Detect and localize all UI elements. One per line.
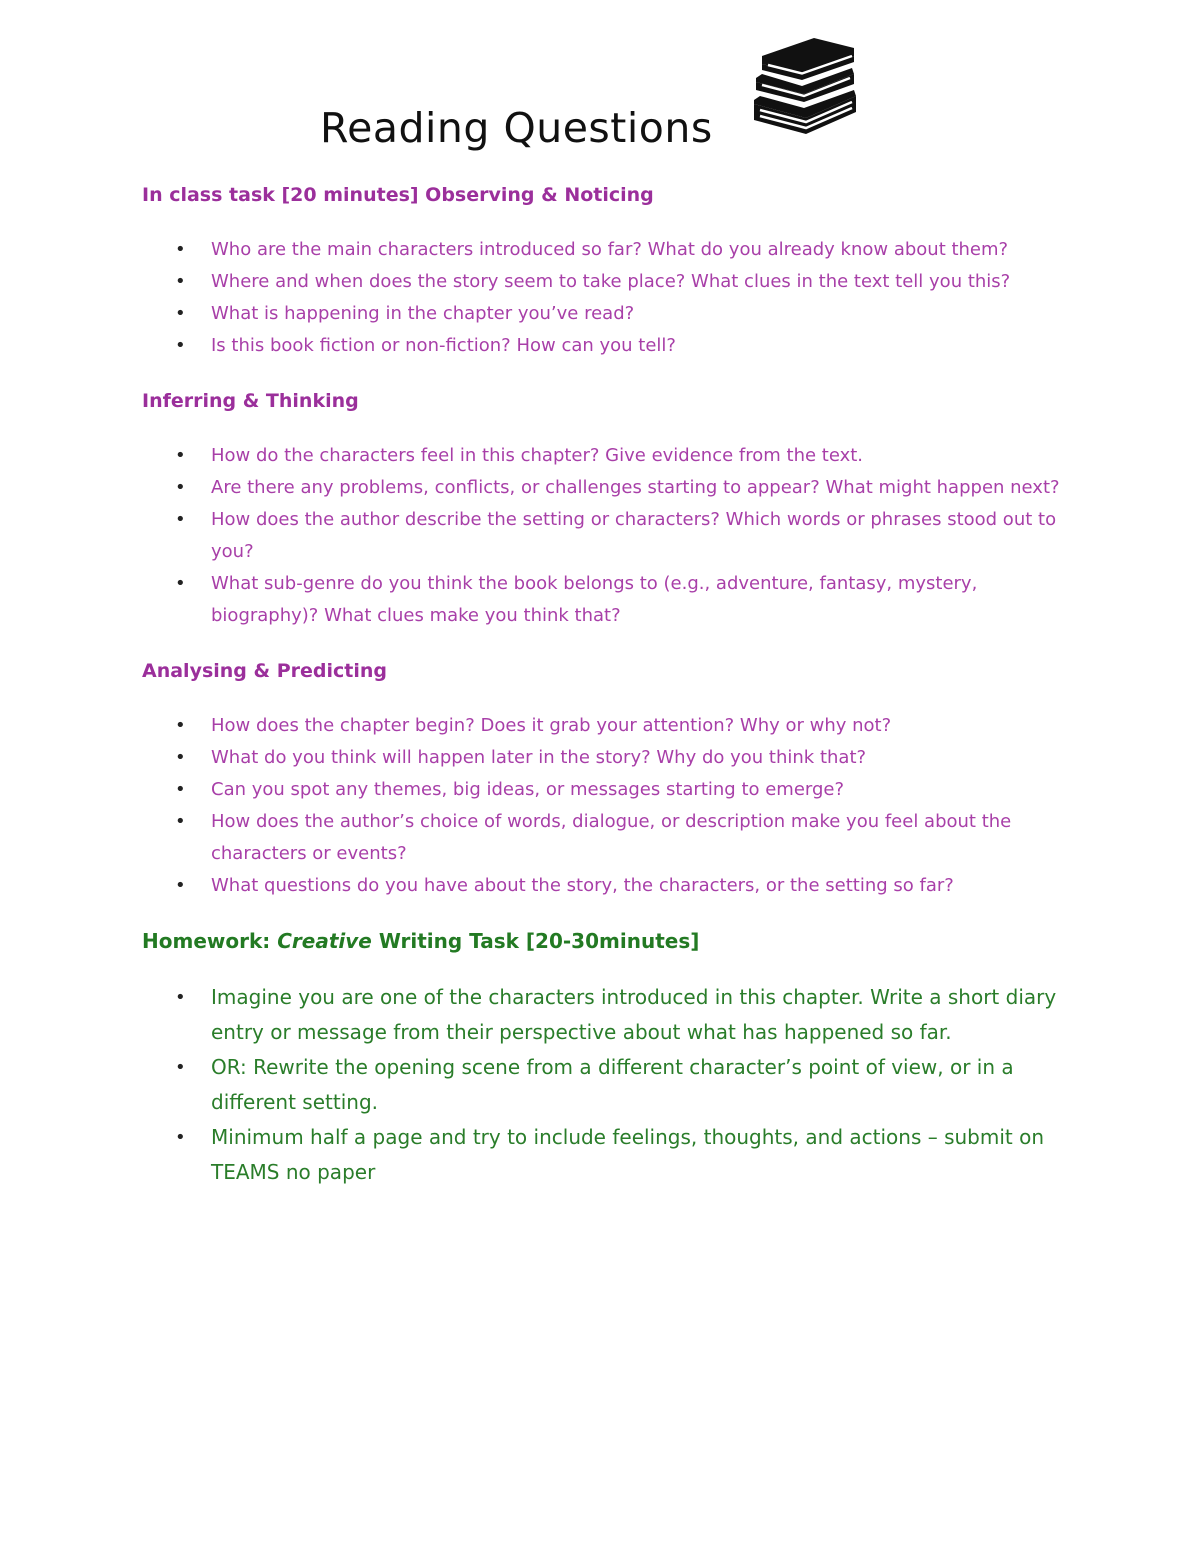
- bullet-icon: •: [175, 573, 186, 594]
- list-item-text: What questions do you have about the story, the characters, or the setting so far?: [211, 875, 954, 896]
- list-item-text: OR: Rewrite the opening scene from a different character’s point of view, or in a different setting.: [211, 1055, 1014, 1114]
- homework-task-list: [142, 980, 1072, 1190]
- bullet-icon: •: [175, 303, 186, 324]
- bullet-icon: •: [175, 811, 186, 832]
- bullet-icon: •: [175, 1127, 186, 1148]
- list-item-text: Imagine you are one of the characters introduced in this chapter. Write a short diary entry or message from their perspective about what has happened so far.: [211, 985, 1057, 1044]
- section-heading-observing: In class task [20 minutes] Observing & Noticing: [142, 184, 654, 206]
- bullet-icon: •: [175, 239, 186, 260]
- bullet-icon: •: [175, 779, 186, 800]
- bullet-icon: •: [175, 509, 186, 530]
- observing-question-list: [142, 234, 1072, 362]
- homework-heading-italic: Creative: [277, 929, 372, 953]
- bullet-icon: •: [175, 715, 186, 736]
- list-item-text: How does the chapter begin? Does it grab your attention? Why or why not?: [211, 715, 892, 736]
- list-item: [142, 568, 1072, 632]
- bullet-icon: •: [175, 875, 186, 896]
- list-item: [142, 472, 1072, 504]
- list-item: [142, 330, 1072, 362]
- list-item-text: How do the characters feel in this chapter? Give evidence from the text.: [211, 445, 864, 466]
- homework-heading-prefix: Homework:: [142, 929, 278, 953]
- list-item: [142, 774, 1072, 806]
- list-item: [142, 980, 1072, 1050]
- list-item-text: What sub-genre do you think the book belongs to (e.g., adventure, fantasy, mystery, biography)? What clues make you think that?: [211, 573, 978, 626]
- list-item: [142, 1050, 1072, 1120]
- list-item-text: What do you think will happen later in the story? Why do you think that?: [211, 747, 867, 768]
- section-heading-inferring: Inferring & Thinking: [142, 390, 359, 412]
- bullet-icon: •: [175, 335, 186, 356]
- list-item-text: Where and when does the story seem to take place? What clues in the text tell you this?: [211, 271, 1011, 292]
- list-item-text: Minimum half a page and try to include feelings, thoughts, and actions – submit on TEAMS no paper: [211, 1125, 1045, 1184]
- list-item: [142, 742, 1072, 774]
- analysing-question-list: [142, 710, 1072, 902]
- list-item: [142, 1120, 1072, 1190]
- section-heading-analysing: Analysing & Predicting: [142, 660, 387, 682]
- list-item: [142, 234, 1072, 266]
- homework-heading-suffix: Writing Task [20-30minutes]: [371, 929, 700, 953]
- bullet-icon: •: [175, 445, 186, 466]
- section-heading-homework: [142, 924, 1072, 958]
- list-item: [142, 806, 1072, 870]
- list-item: [142, 710, 1072, 742]
- books-stack-icon: [748, 34, 860, 140]
- list-item: [142, 870, 1072, 902]
- bullet-icon: •: [175, 477, 186, 498]
- list-item-text: Is this book fiction or non-fiction? How can you tell?: [211, 335, 676, 356]
- content: [142, 178, 1072, 1190]
- list-item: [142, 504, 1072, 568]
- bullet-icon: •: [175, 1057, 186, 1078]
- list-item-text: Can you spot any themes, big ideas, or messages starting to emerge?: [211, 779, 845, 800]
- inferring-question-list: [142, 440, 1072, 632]
- list-item: [142, 298, 1072, 330]
- bullet-icon: •: [175, 747, 186, 768]
- list-item-text: Who are the main characters introduced so far? What do you already know about them?: [211, 239, 1009, 260]
- list-item-text: How does the author’s choice of words, dialogue, or description make you feel about the characters or events?: [211, 811, 1012, 864]
- bullet-icon: •: [175, 271, 186, 292]
- bullet-icon: •: [175, 987, 186, 1008]
- page-title: Reading Questions: [320, 104, 713, 152]
- list-item: [142, 266, 1072, 298]
- list-item-text: What is happening in the chapter you’ve read?: [211, 303, 635, 324]
- list-item-text: How does the author describe the setting or characters? Which words or phrases stood out to you?: [211, 509, 1057, 562]
- list-item: [142, 440, 1072, 472]
- list-item-text: Are there any problems, conflicts, or challenges starting to appear? What might happen next?: [211, 477, 1060, 498]
